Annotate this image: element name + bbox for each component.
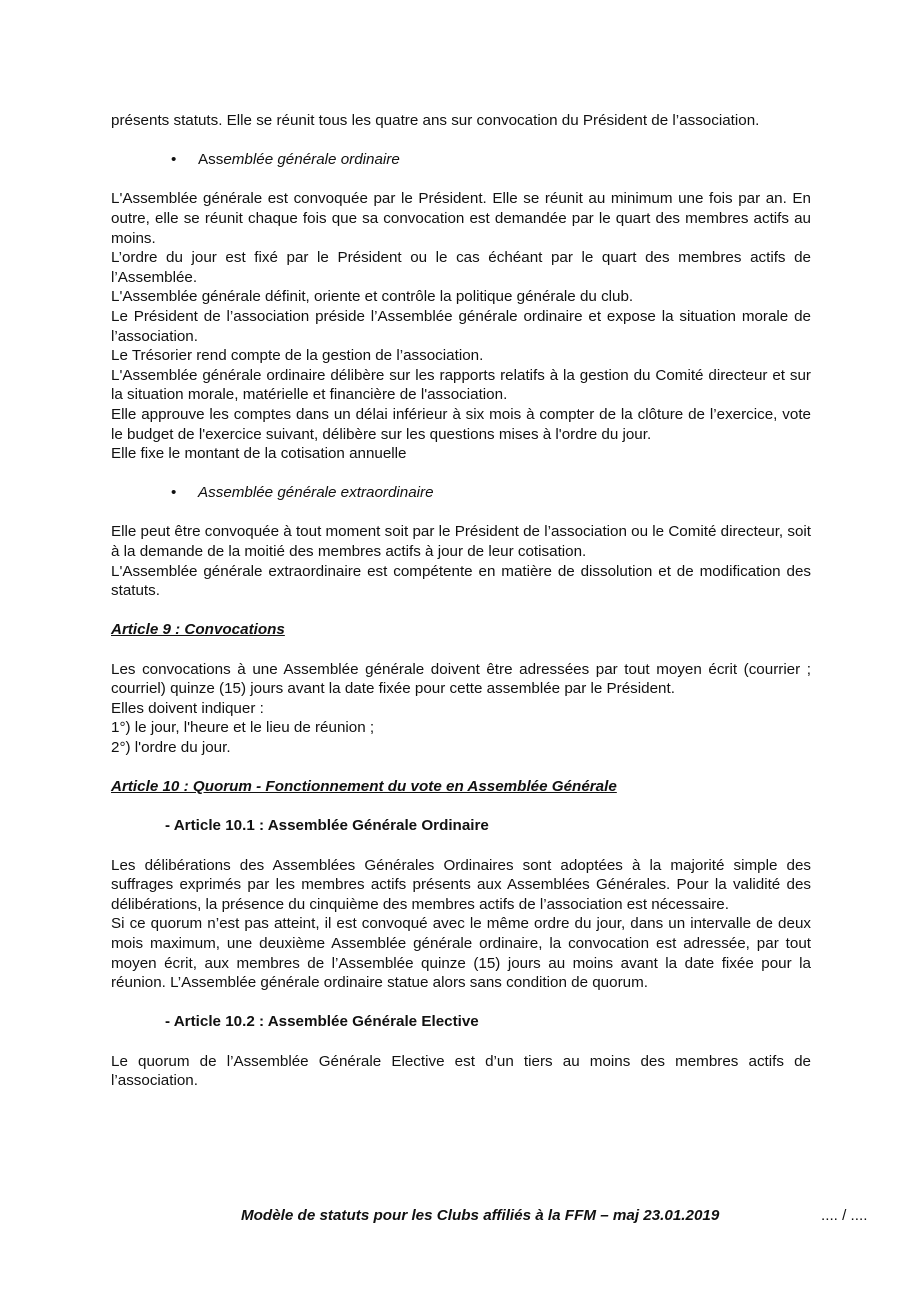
article-9-heading: Article 9 : Convocations bbox=[111, 621, 285, 639]
paragraph: Elle peut être convoquée à tout moment soit par le Président de l’association ou le Comité directeur, soit à la demande de la moitié des membres actifs à jour de leur cotisation. bbox=[111, 523, 811, 561]
bullet-icon: • bbox=[171, 484, 177, 502]
paragraph: L'Assemblée générale ordinaire délibère sur les rapports relatifs à la gestion du Comité directeur et sur la situation morale, matérielle et financière de l'association. bbox=[111, 366, 811, 404]
list-item: 2°) l'ordre du jour. bbox=[111, 739, 231, 756]
paragraph: Les convocations à une Assemblée générale doivent être adressées par tout moyen écrit (courrier ; courriel) quinze (15) jours avant la date fixée pour cette assemblée par le Président. bbox=[111, 660, 811, 698]
paragraph: Si ce quorum n’est pas atteint, il est convoqué avec le même ordre du jour, dans un intervalle de deux mois maximum, une deuxième Assemblée générale ordinaire, la convocation est adressée, par tout moyen écrit, aux membres de l’Assemblée quinze (15) jours au moins avant la date fixée pour la réunion. L’Assemblée générale ordinaire statue alors sans condition de quorum. bbox=[111, 915, 811, 992]
paragraph: Les délibérations des Assemblées Générales Ordinaires sont adoptées à la majorité simple des suffrages exprimés par les membres actifs présents aux Assemblées Générales. Pour la validité des délibérations, la présence du cinquième des membres actifs de l’association est nécessaire. bbox=[111, 856, 811, 913]
bullet-icon: • bbox=[171, 151, 177, 169]
paragraph: Elle approuve les comptes dans un délai inférieur à six mois à compter de la clôture de l’exercice, vote le budget de l'exercice suivant, délibère sur les questions mises à l'ordre du jour. bbox=[111, 405, 811, 443]
paragraph: Elles doivent indiquer : bbox=[111, 699, 264, 717]
paragraph: Le Trésorier rend compte de la gestion de l’association. bbox=[111, 347, 484, 365]
page-number: .... / .... bbox=[821, 1207, 868, 1224]
article-10-2-heading: - Article 10.2 : Assemblée Générale Elective bbox=[165, 1013, 479, 1031]
paragraph: présents statuts. Elle se réunit tous les quatre ans sur convocation du Président de l’association. bbox=[111, 112, 760, 129]
paragraph: L’ordre du jour est fixé par le Président ou le cas échéant par le quart des membres actifs de l’Assemblée. bbox=[111, 249, 811, 286]
article-10-1-heading: - Article 10.1 : Assemblée Générale Ordinaire bbox=[165, 817, 489, 835]
paragraph: L'Assemblée générale extraordinaire est compétente en matière de dissolution et de modification des statuts. bbox=[111, 562, 811, 600]
paragraph: Le Président de l’association préside l’Assemblée générale ordinaire et expose la situation morale de l’association. bbox=[111, 307, 811, 345]
paragraph: Elle fixe le montant de la cotisation annuelle bbox=[111, 445, 407, 463]
paragraph: Le quorum de l’Assemblée Générale Elective est d’un tiers au moins des membres actifs de l’association. bbox=[111, 1052, 811, 1090]
article-10-heading: Article 10 : Quorum - Fonctionnement du vote en Assemblée Générale bbox=[111, 778, 617, 796]
bullet-item-ago: • Assemblée générale ordinaire bbox=[171, 151, 400, 169]
paragraph: L'Assemblée générale est convoquée par le Président. Elle se réunit au minimum une fois par an. En outre, elle se réunit chaque fois que sa convocation est demandée par le quart des membres actifs au moins. bbox=[111, 190, 811, 247]
list-item: 1°) le jour, l'heure et le lieu de réunion ; bbox=[111, 719, 375, 737]
document-page bbox=[111, 111, 811, 1091]
footer-title: Modèle de statuts pour les Clubs affiliés à la FFM – maj 23.01.2019 bbox=[241, 1207, 720, 1224]
paragraph: L'Assemblée générale définit, oriente et contrôle la politique générale du club. bbox=[111, 288, 634, 306]
bullet-item-age: • Assemblée générale extraordinaire bbox=[171, 484, 434, 502]
